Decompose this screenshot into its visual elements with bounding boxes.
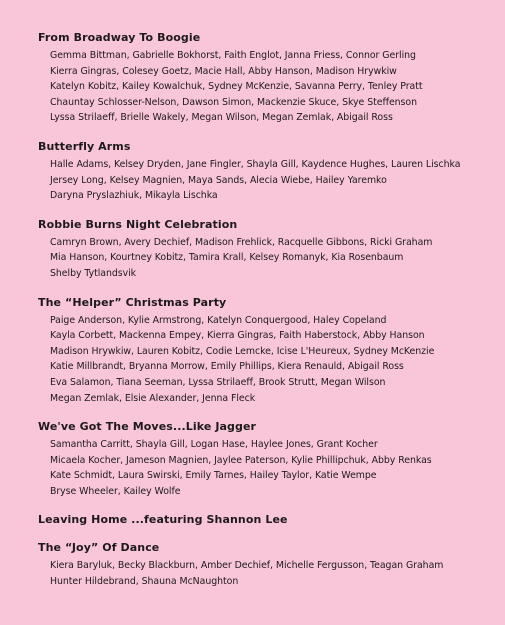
section-title: Robbie Burns Night Celebration: [38, 217, 238, 231]
section-title: Leaving Home ...featuring Shannon Lee: [38, 513, 288, 527]
section-leaving-home: [38, 512, 493, 527]
performer-list: [38, 313, 493, 407]
section-title: Butterfly Arms: [38, 139, 131, 153]
performer-line: Daryna Pryslazhiuk, Mikayla Lischka: [50, 190, 218, 202]
section-from-broadway-to-boogie: [38, 30, 493, 126]
performer-line: Halle Adams, Kelsey Dryden, Jane Fingler, Shayla Gill, Kaydence Hughes, Lauren Lischka: [50, 158, 461, 170]
section-title: The “Joy” Of Dance: [38, 541, 160, 555]
performer-list: [38, 437, 493, 499]
performer-line: Katelyn Kobitz, Kailey Kowalchuk, Sydney McKenzie, Savanna Perry, Tenley Pratt: [50, 81, 423, 93]
performer-line: Jersey Long, Kelsey Magnien, Maya Sands, Alecia Wiebe, Hailey Yaremko: [50, 174, 387, 186]
performer-line: Kayla Corbett, Mackenna Empey, Kierra Gingras, Faith Haberstock, Abby Hanson: [50, 330, 425, 342]
section-moves-like-jagger: [38, 419, 493, 499]
performer-line: Samantha Carritt, Shayla Gill, Logan Hase, Haylee Jones, Grant Kocher: [50, 439, 378, 451]
section-butterfly-arms: [38, 139, 493, 204]
performer-list: [38, 48, 493, 126]
performer-line: Kate Schmidt, Laura Swirski, Emily Tarnes, Hailey Taylor, Katie Wempe: [50, 470, 377, 482]
section-title: The “Helper” Christmas Party: [38, 295, 227, 309]
performer-list: [38, 157, 493, 204]
performer-line: Chauntay Schlosser-Nelson, Dawson Simon, Mackenzie Skuce, Skye Steffenson: [50, 96, 417, 108]
performer-line: Gemma Bittman, Gabrielle Bokhorst, Faith Englot, Janna Friess, Connor Gerling: [50, 50, 416, 61]
section-title: From Broadway To Boogie: [38, 31, 201, 44]
performer-list: [38, 558, 493, 589]
performer-line: Mia Hanson, Kourtney Kobitz, Tamira Krall, Kelsey Romanyk, Kia Rosenbaum: [50, 252, 404, 264]
performer-line: Camryn Brown, Avery Dechief, Madison Frehlick, Racquelle Gibbons, Ricki Graham: [50, 236, 433, 248]
performer-line: Hunter Hildebrand, Shauna McNaughton: [50, 576, 239, 588]
section-robbie-burns-night: [38, 217, 493, 282]
performer-line: Kierra Gingras, Colesey Goetz, Macie Hall, Abby Hanson, Madison Hrywkiw: [50, 65, 397, 77]
performer-line: Megan Zemlak, Elsie Alexander, Jenna Fleck: [50, 392, 256, 404]
performer-line: Katie Millbrandt, Bryanna Morrow, Emily Phillips, Kiera Renauld, Abigail Ross: [50, 361, 404, 373]
performer-line: Shelby Tytlandsvik: [50, 267, 137, 279]
section-title: We've Got The Moves...Like Jagger: [38, 420, 257, 434]
performer-line: Kiera Baryluk, Becky Blackburn, Amber Dechief, Michelle Fergusson, Teagan Graham: [50, 560, 444, 572]
performer-line: Madison Hrywkiw, Lauren Kobitz, Codie Lemcke, Icise L'Heureux, Sydney McKenzie: [50, 345, 435, 357]
performer-line: Paige Anderson, Kylie Armstrong, Katelyn Conquergood, Haley Copeland: [50, 314, 387, 326]
performer-line: Micaela Kocher, Jameson Magnien, Jaylee Paterson, Kylie Phillipchuk, Abby Renkas: [50, 454, 432, 466]
section-helper-christmas-party: [38, 295, 493, 407]
performer-line: Eva Salamon, Tiana Seeman, Lyssa Strilaeff, Brook Strutt, Megan Wilson: [50, 376, 386, 388]
section-joy-of-dance: [38, 540, 493, 589]
performer-list: [38, 235, 493, 282]
performer-line: Bryse Wheeler, Kailey Wolfe: [50, 485, 181, 497]
performer-line: Lyssa Strilaeff, Brielle Wakely, Megan Wilson, Megan Zemlak, Abigail Ross: [50, 112, 393, 124]
